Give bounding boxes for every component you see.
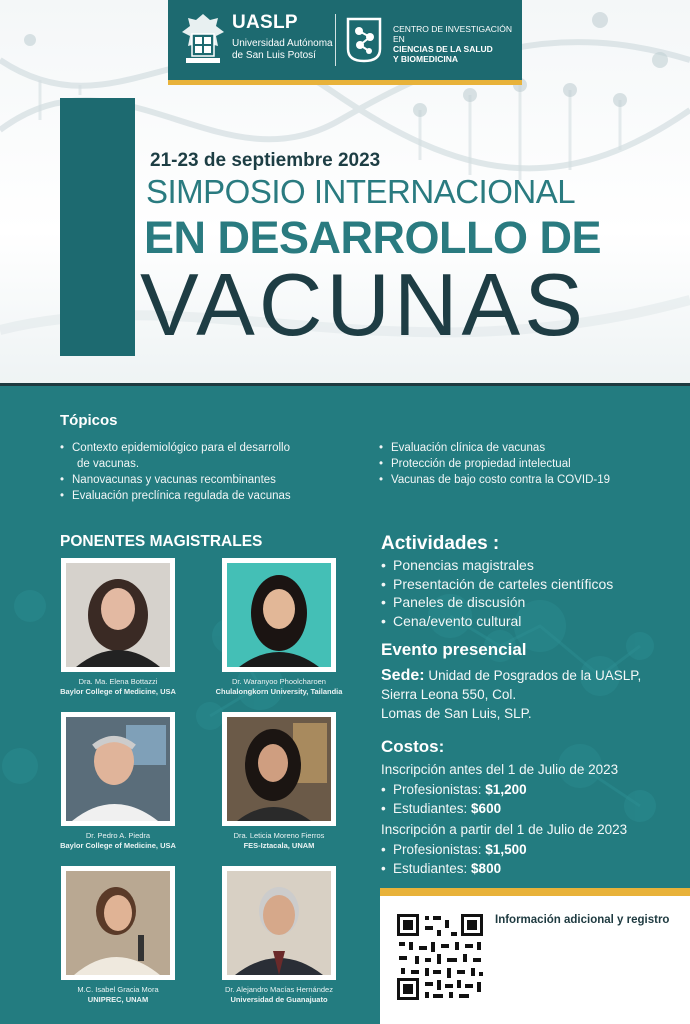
speaker-name: Dr. Waranyoo Phoolcharoen: [232, 677, 326, 686]
topic-item: • Vacunas de bajo costo contra la COVID-19: [379, 472, 679, 488]
price-item: [381, 780, 681, 799]
registration-info-text: Información adicional y registro: [495, 914, 670, 926]
speaker-caption: [28, 831, 208, 851]
topic-text: Nanovacunas y vacunas recombinantes: [72, 474, 276, 486]
price-label: Profesionistas:: [393, 782, 486, 797]
decorative-vertical-bar: [60, 98, 135, 356]
cicsab-logo-icon: [346, 17, 382, 63]
speaker-name: Dr. Pedro A. Piedra: [85, 831, 151, 840]
venue-address: [381, 666, 681, 723]
topics-list-left: [60, 440, 360, 504]
speaker-caption: [28, 985, 208, 1005]
speaker-photo: [222, 866, 336, 980]
activity-item: • Cena/evento cultural: [381, 612, 681, 631]
topic-text: Evaluación preclínica regulada de vacunas: [72, 490, 291, 502]
activity-item: • Presentación de carteles científicos: [381, 575, 681, 594]
header-divider: [335, 14, 336, 66]
poster-header-section: [0, 0, 690, 386]
price-value: $800: [471, 861, 502, 876]
event-title-line1: SIMPOSIO INTERNACIONAL: [146, 173, 576, 210]
qr-code-icon[interactable]: [395, 912, 485, 1002]
speaker-photo: [222, 558, 336, 672]
price-value: $600: [471, 801, 502, 816]
speaker-portrait-icon: [66, 871, 170, 975]
speaker-photo: [61, 866, 175, 980]
speaker-name: M.C. Isabel Gracia Mora: [77, 985, 159, 994]
event-title-line3: VACUNAS: [140, 255, 587, 354]
speakers-heading: PONENTES MAGISTRALES: [60, 533, 263, 550]
price-item: [381, 840, 681, 859]
price-item: [381, 859, 681, 878]
activity-item: • Paneles de discusión: [381, 593, 681, 612]
activities-heading: Actividades :: [381, 533, 500, 554]
price-value: $1,200: [485, 782, 527, 797]
uaslp-shield-icon: [180, 12, 226, 66]
topic-item: [60, 488, 360, 504]
speaker-institution: Universidad de Guanajuato: [230, 995, 328, 1004]
center-name-line3: Y BIOMEDICINA: [393, 54, 459, 64]
topic-item: [60, 440, 360, 472]
venue-line3: Lomas de San Luis, SLP.: [381, 706, 532, 721]
speaker-caption: [189, 985, 369, 1005]
topic-item: [60, 472, 360, 488]
venue-line2: Sierra Leona 550, Col.: [381, 687, 517, 702]
activities-list: [381, 556, 681, 630]
venue-line1: Unidad de Posgrados de la UASLP,: [424, 668, 642, 683]
speaker-name: Dra. Ma. Elena Bottazzi: [78, 677, 158, 686]
early-registration-label: Inscripción antes del 1 de Julio de 2023: [381, 762, 619, 777]
venue-heading: Evento presencial: [381, 640, 527, 659]
speaker-caption: [28, 677, 208, 697]
speaker-name: Dra. Leticia Moreno Fierros: [233, 831, 325, 840]
speaker-photo: [61, 558, 175, 672]
late-registration-label: Inscripción a partir del 1 de Julio de 2023: [381, 822, 628, 837]
speaker-institution: Baylor College of Medicine, USA: [60, 687, 176, 696]
speaker-portrait-icon: [227, 563, 331, 667]
event-dates: 21-23 de septiembre 2023: [150, 150, 381, 171]
speaker-institution: Chulalongkorn University, Tailandia: [215, 687, 343, 696]
venue-label: Sede:: [381, 667, 425, 684]
university-acronym: UASLP: [232, 12, 298, 33]
price-label: Profesionistas:: [393, 842, 486, 857]
research-center-name: [393, 24, 518, 64]
speaker-portrait-icon: [227, 871, 331, 975]
speaker-portrait-icon: [227, 717, 331, 821]
topics-list-right: [379, 440, 679, 488]
speaker-caption: [189, 831, 369, 851]
speaker-photo: [61, 712, 175, 826]
topic-text: Contexto epidemiológico para el desarrollo: [72, 442, 290, 454]
activity-item: • Ponencias magistrales: [381, 556, 681, 575]
price-value: $1,500: [485, 842, 527, 857]
speaker-portrait-icon: [66, 563, 170, 667]
speaker-name: Dr. Alejandro Macías Hernández: [225, 985, 333, 994]
speaker-photo: [222, 712, 336, 826]
topics-heading: Tópicos: [60, 412, 118, 429]
qr-gold-stripe: [380, 888, 690, 896]
speaker-institution: FES-Iztacala, UNAM: [243, 841, 315, 850]
price-item: [381, 799, 681, 818]
speaker-institution: UNIPREC, UNAM: [87, 995, 149, 1004]
price-label: Estudiantes:: [393, 801, 472, 816]
topic-text-continued: de vacunas.: [77, 458, 140, 470]
speaker-portrait-icon: [66, 717, 170, 821]
event-title-line2: EN DESARROLLO DE: [144, 212, 602, 263]
price-label: Estudiantes:: [393, 861, 472, 876]
header-gold-stripe: [168, 80, 522, 85]
center-name-line2: CIENCIAS DE LA SALUD: [393, 44, 493, 54]
late-prices-list: [381, 840, 681, 878]
early-prices-list: [381, 780, 681, 818]
university-full-name: Universidad Autónoma de San Luis Potosí: [232, 38, 333, 61]
speaker-institution: Baylor College of Medicine, USA: [60, 841, 176, 850]
costs-heading: Costos:: [381, 737, 445, 756]
topic-item: • Evaluación clínica de vacunas: [379, 440, 679, 456]
topic-item: • Protección de propiedad intelectual: [379, 456, 679, 472]
center-name-line1: CENTRO DE INVESTIGACIÓN EN: [393, 24, 513, 44]
speaker-caption: [189, 677, 369, 697]
